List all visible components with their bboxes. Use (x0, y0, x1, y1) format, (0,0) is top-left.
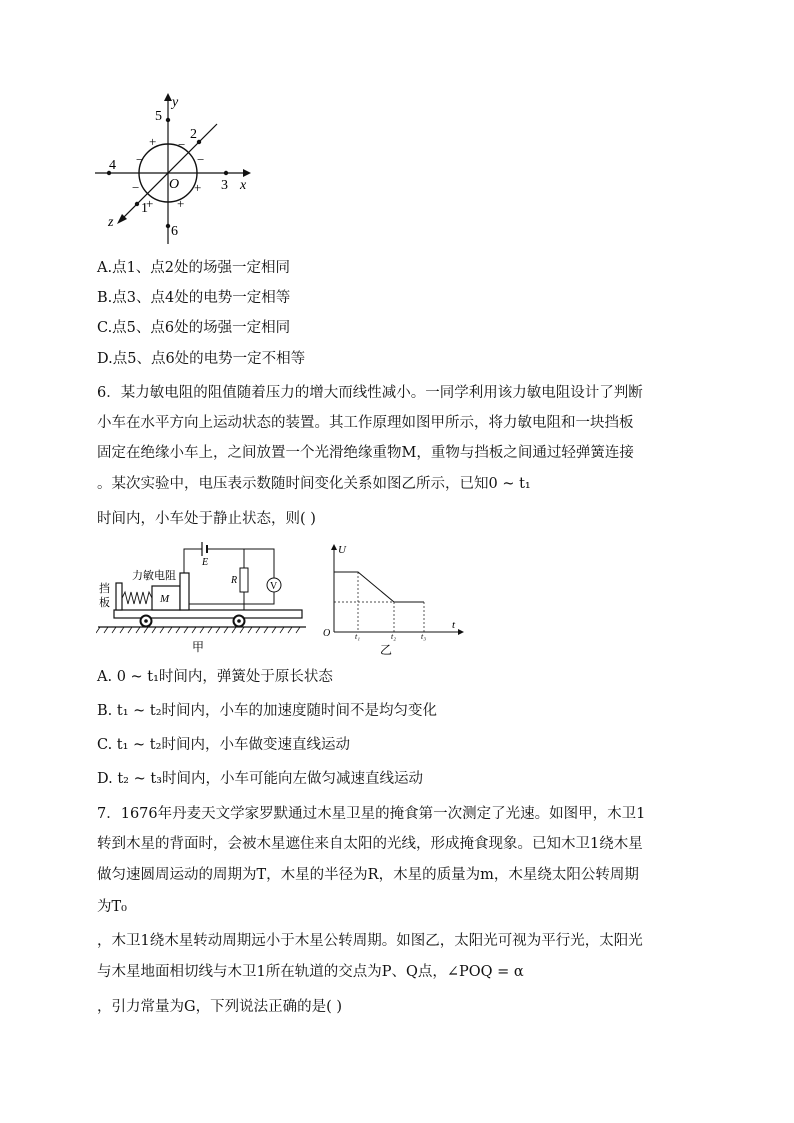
battery-label: E (202, 557, 209, 568)
plus-sign: + (149, 134, 157, 149)
tick-label-t1: t₁ (355, 632, 361, 641)
origin-label: O (323, 628, 331, 639)
x-axis-label: t (452, 619, 456, 631)
minus-sign: − (178, 137, 186, 152)
voltmeter-label: V (270, 581, 278, 592)
q6-option-c: C. t₁ ~ t₂时间内，小车做变速直线运动 (97, 737, 350, 753)
minus-sign: − (136, 152, 144, 167)
z-axis-label: z (108, 215, 114, 230)
q5-option-d: D.点5、点6处的电势一定不相等 (97, 351, 306, 367)
figure-caption-jia: 甲 (192, 640, 205, 654)
q7-stem-line: 做匀速圆周运动的周期为T，木星的半径为R，木星的质量为m，木星绕太阳公转周期 (97, 867, 639, 883)
q7-stem-line: 与木星地面相切线与木卫1所在轨道的交点为P、Q点，∠POQ = α (97, 964, 524, 980)
q7-stem-line: 转到木星的背面时，会被木星遮住来自太阳的光线，形成掩食现象。已知木卫1绕木星 (97, 836, 643, 852)
mass-label: M (160, 593, 170, 605)
point-2-label: 2 (190, 127, 197, 142)
voltage-time-graph (318, 542, 466, 658)
q6-option-a: A. 0 ~ t₁时间内，弹簧处于原长状态 (97, 669, 333, 685)
resistor-label: R (231, 575, 238, 586)
q7-stem-line: 为T₀ (97, 899, 127, 915)
q7-stem-line: ，木卫1绕木星转动周期远小于木星公转周期。如图乙，太阳光可视为平行光，太阳光 (97, 933, 643, 949)
plus-sign: + (146, 196, 154, 211)
point-4-label: 4 (109, 158, 116, 173)
cart-apparatus-figure (96, 538, 308, 656)
q6-stem-line: 6．某力敏电阻的阻值随着压力的增大而线性减小。一同学利用该力敏电阻设计了判断 (97, 385, 643, 401)
origin-label: O (169, 177, 180, 192)
tick-label-t2: t₂ (391, 632, 397, 641)
minus-sign: − (197, 152, 205, 167)
q7-stem-line: 7．1676年丹麦天文学家罗默通过木星卫星的掩食第一次测定了光速。如图甲，木卫1 (97, 806, 646, 822)
point-5-label: 5 (155, 109, 162, 124)
y-axis-label: y (172, 95, 179, 110)
plus-sign: + (194, 180, 202, 195)
q7-stem-line: ，引力常量为G，下列说法正确的是( ) (97, 999, 343, 1015)
q6-option-b: B. t₁ ~ t₂时间内，小车的加速度随时间不是均匀变化 (97, 703, 438, 719)
plus-sign: + (177, 196, 185, 211)
minus-sign: − (132, 180, 140, 195)
q6-option-d: D. t₂ ~ t₃时间内，小车可能向左做匀减速直线运动 (97, 771, 423, 787)
point-3-label: 3 (221, 178, 228, 193)
y-axis-label: U (338, 544, 346, 556)
q5-option-a: A.点1、点2处的场强一定相同 (97, 260, 291, 276)
q6-stem-line: 固定在绝缘小车上，之间放置一个光滑绝缘重物M，重物与挡板之间通过轻弹簧连接 (97, 445, 634, 461)
charge-ring-figure (95, 92, 255, 248)
baffle-label: 板 (99, 597, 110, 609)
q5-option-b: B.点3、点4处的电势一定相等 (97, 290, 291, 306)
x-axis-label: x (240, 178, 247, 193)
q5-option-c: C.点5、点6处的场强一定相同 (97, 320, 291, 336)
figure-caption-yi: 乙 (380, 643, 393, 657)
tick-label-t3: t₃ (421, 632, 427, 641)
point-1-label: 1 (141, 201, 148, 216)
q6-stem-line: 。某次实验中，电压表示数随时间变化关系如图乙所示，已知0 ~ t₁ (97, 476, 531, 492)
q6-stem-line: 时间内，小车处于静止状态，则( ) (97, 511, 316, 527)
baffle-label: 挡 (99, 583, 110, 595)
q6-stem-line: 小车在水平方向上运动状态的装置。其工作原理如图甲所示，将力敏电阻和一块挡板 (97, 415, 634, 431)
point-6-label: 6 (171, 224, 178, 239)
force-resistor-label: 力敏电阻 (132, 570, 176, 582)
